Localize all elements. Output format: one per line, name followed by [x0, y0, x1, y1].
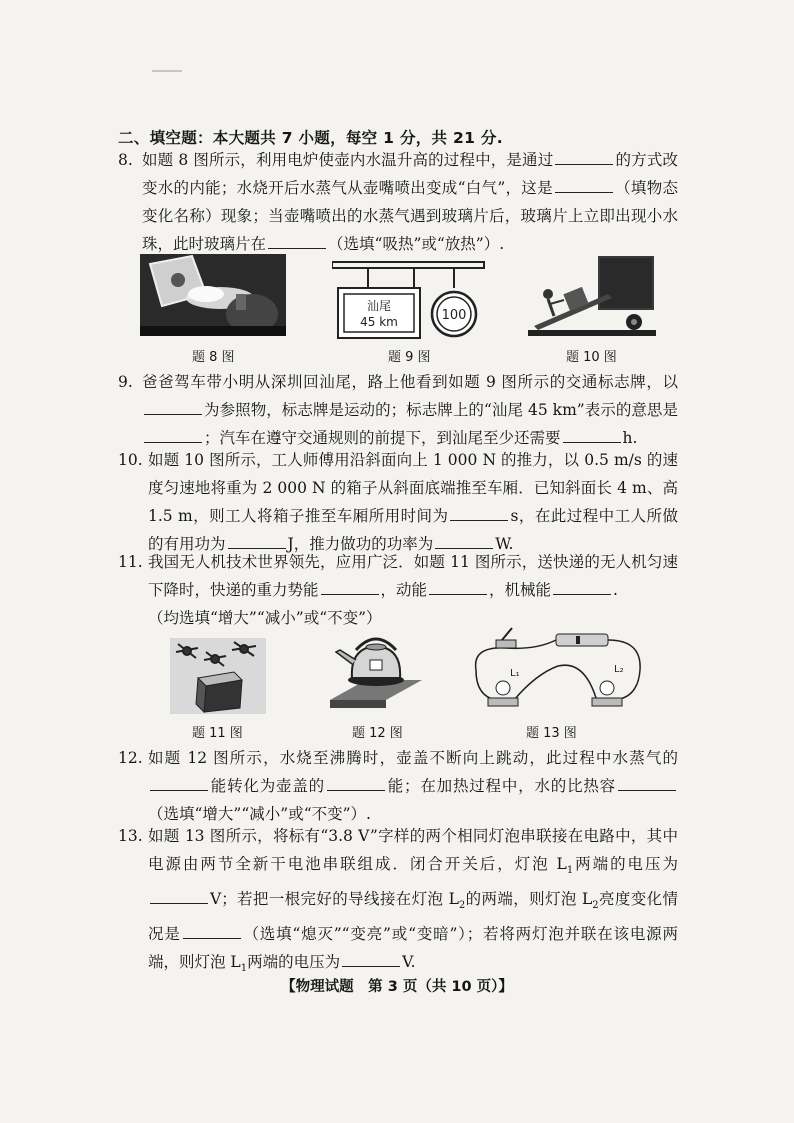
- question-text: ，机械能: [489, 581, 552, 599]
- question-text: 能转化为壶盖的: [210, 777, 325, 795]
- question-number: 13.: [118, 827, 143, 845]
- figure-13-image: [466, 626, 646, 718]
- question-number: 8.: [118, 151, 133, 169]
- figure-11-image: [170, 638, 266, 714]
- answer-blank[interactable]: [327, 776, 385, 791]
- answer-blank[interactable]: [228, 534, 286, 549]
- question-10: [118, 446, 678, 558]
- figure-12-caption: 题 12 图: [352, 726, 403, 741]
- question-text: W.: [495, 535, 514, 553]
- question-9: [118, 368, 678, 452]
- question-text: 的两端，则灯泡 L: [465, 890, 593, 909]
- question-text: 如题 8 图所示，利用电炉使壶内水温升高的过程中，是通过: [142, 151, 554, 169]
- answer-blank[interactable]: [342, 952, 400, 967]
- answer-blank[interactable]: [435, 534, 493, 549]
- question-number: 9.: [118, 373, 133, 391]
- section-title: 二、填空题：本大题共 7 小题，每空 1 分，共 21 分.: [118, 129, 503, 147]
- figure-11-caption: 题 11 图: [192, 726, 243, 741]
- question-text: 我国无人机技术世界领先，应用广泛．如题 11 图所示，送快递的无人机匀速下降时，快递的重力势能: [148, 553, 678, 599]
- answer-blank[interactable]: [553, 580, 611, 595]
- question-text: 两端的电压为: [247, 953, 341, 972]
- question-text: 如题 10 图所示，工人师傅用沿斜面向上 1 000 N 的推力，以 0.5 m/s 的速度匀速地将重为 2 000 N 的箱子从斜面底端推至车厢．已知斜面长 4 m、高 1.5 m，则工人将箱子推至车厢所用时间为: [148, 451, 678, 525]
- question-8: [118, 146, 678, 258]
- question-text: 两端的电压为: [573, 855, 678, 873]
- figure-13-caption: 题 13 图: [526, 726, 577, 741]
- subscript: 2: [458, 900, 466, 912]
- subscript: 1: [240, 963, 248, 975]
- question-text: 为参照物，标志牌是运动的；标志牌上的“汕尾 45 km”表示的意思是: [204, 401, 678, 419]
- question-text: （填物态变化名称）现象；当壶嘴喷出的水蒸气遇到玻璃片后，玻璃片上立即出现小水珠，此时玻璃片在: [142, 179, 678, 253]
- question-text: V.: [402, 953, 416, 972]
- answer-blank[interactable]: [618, 776, 676, 791]
- question-text: V；若把一根完好的导线接在灯泡 L: [210, 890, 459, 909]
- figure-12-image: [326, 630, 424, 716]
- subscript: 1: [566, 865, 574, 877]
- figure-8-caption: 题 8 图: [192, 350, 235, 365]
- answer-blank[interactable]: [144, 400, 202, 415]
- answer-blank[interactable]: [450, 506, 508, 521]
- question-text: 亮度变化情况是: [148, 890, 678, 944]
- answer-blank[interactable]: [555, 150, 613, 165]
- question-text: （均选填“增大”“减小”或“不变”）: [148, 609, 382, 627]
- answer-blank[interactable]: [150, 776, 208, 791]
- figure-9-caption: 题 9 图: [388, 350, 431, 365]
- sign-distance-text: 45 km: [360, 315, 398, 329]
- answer-blank[interactable]: [321, 580, 379, 595]
- question-number: 11.: [118, 553, 143, 571]
- figure-10-caption: 题 10 图: [566, 350, 617, 365]
- question-text: （选填“增大”“减小”或“不变”）.: [148, 805, 371, 823]
- question-text: 的方式改变水的内能；水烧开后水蒸气从壶嘴喷出变成“白气”，这是: [142, 151, 678, 197]
- answer-blank[interactable]: [150, 889, 208, 904]
- figure-8-image: [140, 254, 286, 336]
- question-13: [118, 822, 678, 983]
- bulb-1-label: L₁: [510, 668, 520, 679]
- answer-blank[interactable]: [563, 428, 621, 443]
- question-11: [118, 548, 678, 632]
- question-text: 如题 13 图所示，将标有“3.8 V”字样的两个相同灯泡串联接在电路中，其中电源由两节全新干电池串联组成．闭合开关后，灯泡 L: [148, 827, 678, 873]
- subscript: 2: [592, 900, 599, 912]
- question-text: .: [613, 581, 618, 599]
- figure-10-image: [528, 254, 656, 336]
- answer-blank[interactable]: [183, 924, 241, 939]
- sign-city-text: 汕尾: [366, 299, 392, 313]
- answer-blank[interactable]: [268, 234, 326, 249]
- question-text: （选填“吸热”或“放热”）.: [328, 235, 505, 253]
- question-number: 10.: [118, 451, 143, 469]
- question-12: [118, 744, 678, 828]
- question-number: 12.: [118, 749, 143, 767]
- question-text: 能；在加热过程中，水的比热容: [386, 777, 616, 795]
- question-text: （选填“熄灭”“变亮”或“变暗”）；若将两灯泡并联在该电源两端，则灯泡 L: [148, 925, 678, 972]
- question-text: 如题 12 图所示，水烧至沸腾时，壶盖不断向上跳动，此过程中水蒸气的: [148, 749, 678, 767]
- speed-limit-text: 100: [441, 308, 467, 323]
- question-text: 爸爸驾车带小明从深圳回汕尾，路上他看到如题 9 图所示的交通标志牌，以: [142, 373, 678, 391]
- bulb-2-label: L₂: [614, 664, 624, 675]
- question-text: ；汽车在遵守交通规则的前提下，到汕尾至少还需要: [204, 429, 561, 447]
- answer-blank[interactable]: [555, 178, 613, 193]
- figure-9-image: [332, 258, 486, 344]
- question-text: h.: [622, 429, 638, 447]
- answer-blank[interactable]: [144, 428, 202, 443]
- question-text: ，动能: [380, 581, 428, 599]
- question-text: J，推力做功的功率为: [287, 535, 434, 553]
- answer-blank[interactable]: [429, 580, 487, 595]
- page-footer: 【物理试题 第 3 页（共 10 页）】: [281, 979, 513, 995]
- question-text: s，在此过程中工人所做的有用功为: [148, 507, 678, 553]
- scan-artifact: [152, 70, 182, 72]
